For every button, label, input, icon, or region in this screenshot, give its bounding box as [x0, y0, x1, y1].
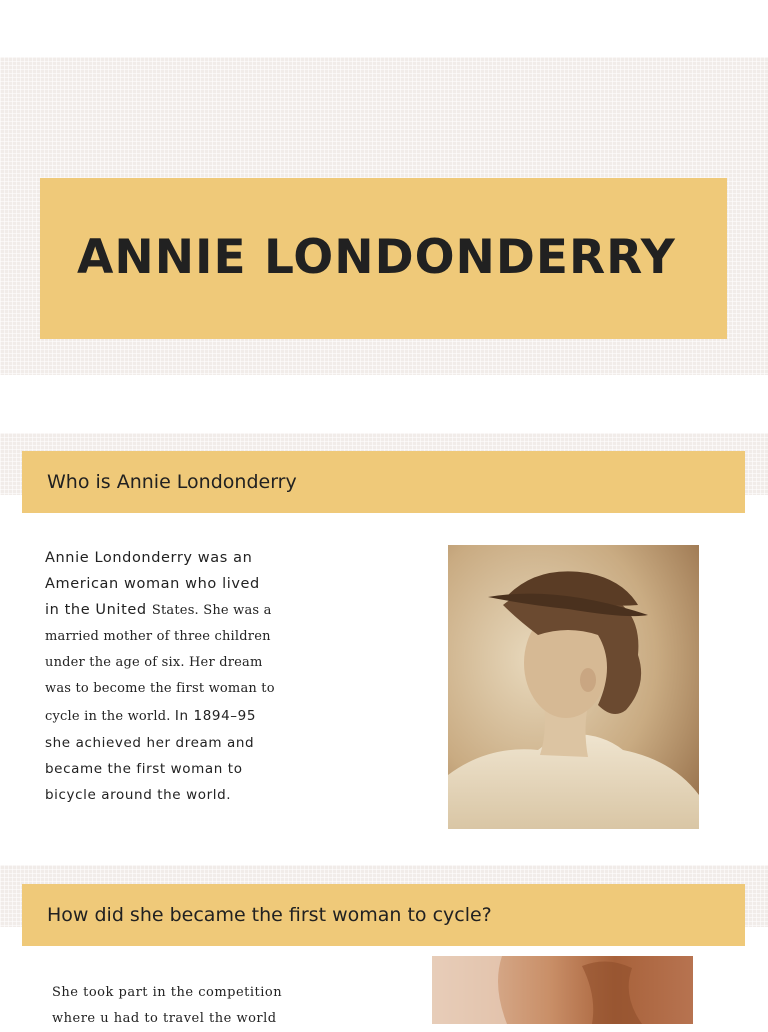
text-line: where u had to travel the world	[52, 1011, 277, 1026]
section-heading: How did she became the first woman to cycle?	[47, 904, 492, 926]
text-line	[45, 597, 315, 624]
section-body-text	[45, 545, 315, 808]
section-header	[22, 451, 745, 513]
text-fragment: States. She was a	[151, 603, 272, 619]
text-line: Annie Londonderry was an	[45, 550, 253, 566]
title-box	[40, 178, 727, 339]
text-fragment: In 1894–95	[174, 707, 257, 724]
text-line: American woman who lived	[45, 576, 260, 593]
text-line: married mother of three children	[45, 629, 271, 645]
text-line: she achieved her dream and	[45, 734, 255, 751]
text-line: became the first woman to	[45, 760, 243, 777]
text-line: was to become the first woman to	[45, 681, 275, 697]
page-title: ANNIE LONDONDERRY	[77, 230, 676, 285]
text-line: under the age of six. Her dream	[45, 655, 263, 671]
text-fragment: cycle in the world.	[45, 708, 175, 724]
portrait-photo	[448, 545, 699, 829]
text-line: She took part in the competition	[52, 985, 283, 1000]
vintage-photo	[432, 956, 693, 1024]
section-heading: Who is Annie Londonderry	[47, 471, 297, 493]
text-fragment: in the United	[45, 602, 152, 619]
text-line	[45, 703, 315, 730]
text-line: bicycle around the world.	[45, 786, 232, 803]
section-body-text	[52, 980, 332, 1032]
section-header	[22, 884, 745, 946]
